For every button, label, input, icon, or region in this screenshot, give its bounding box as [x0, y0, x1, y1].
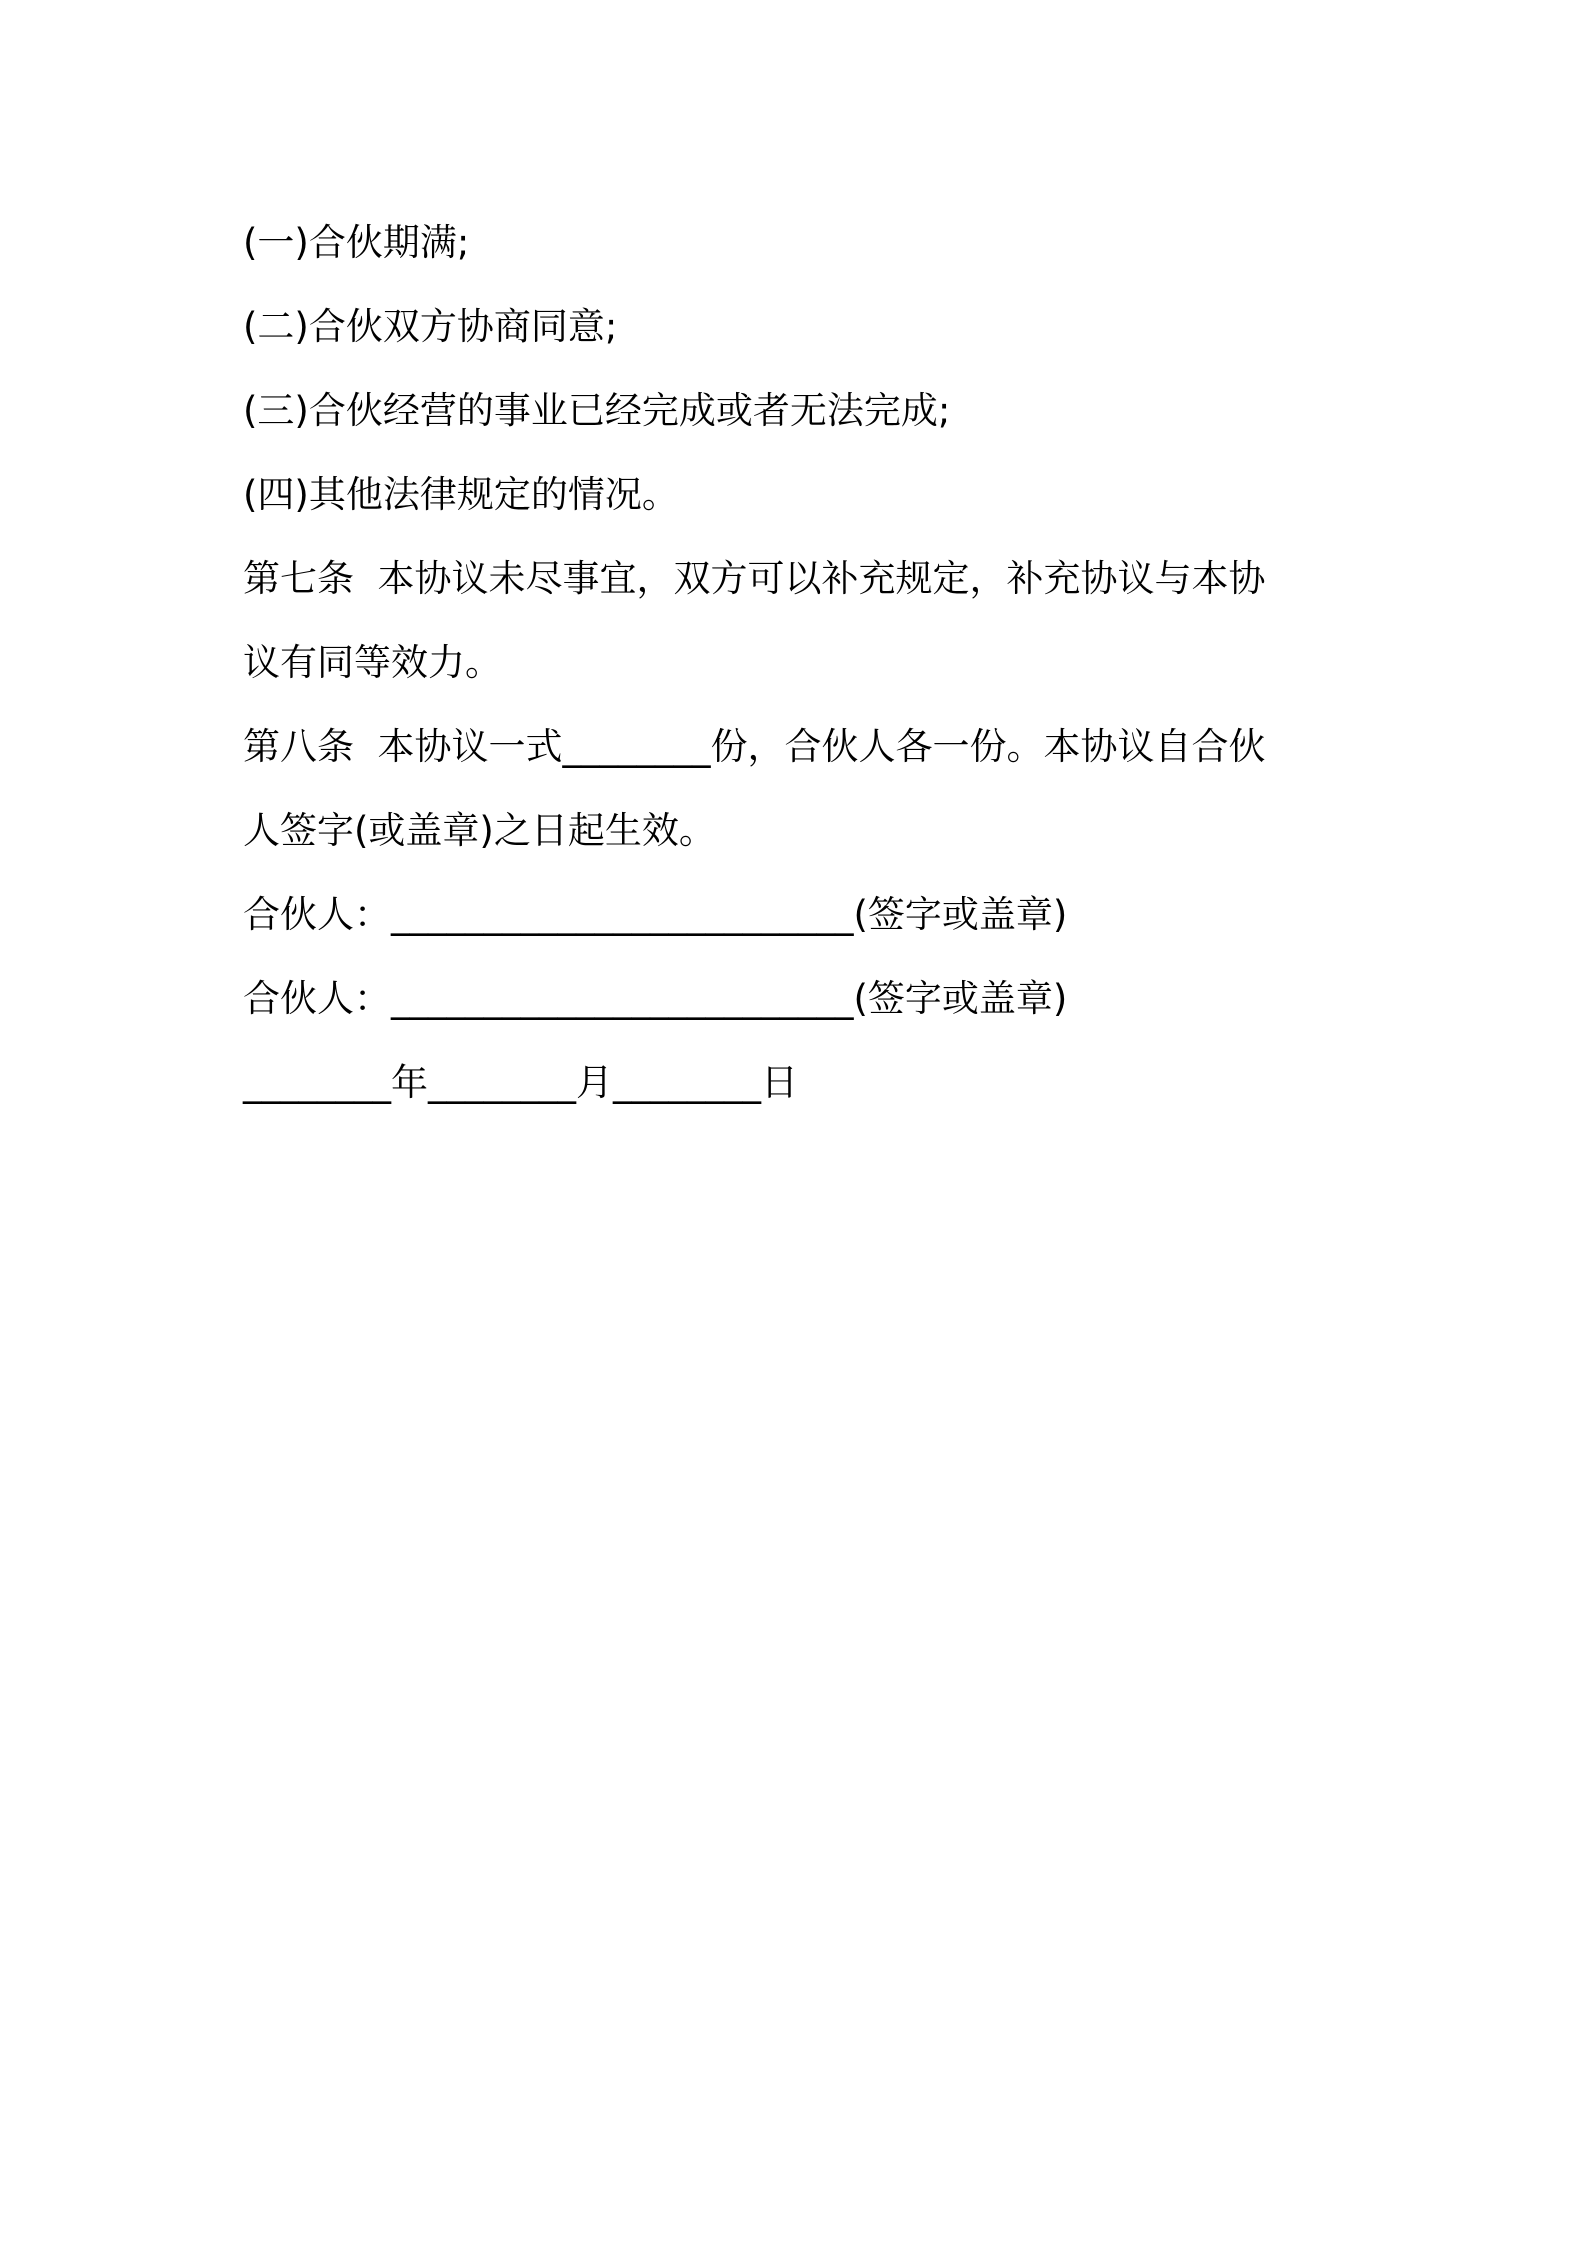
article-eight-line-1: 第八条 本协议一式________份，合伙人各一份。本协议自合伙 — [243, 725, 1266, 768]
partner-signature-line-2: 合伙人：_________________________(签字或盖章) — [243, 977, 1068, 1020]
article-eight-line-2: 人签字(或盖章)之日起生效。 — [243, 809, 716, 852]
clause-item-3: (三)合伙经营的事业已经完成或者无法完成; — [243, 389, 951, 432]
document-body — [243, 201, 1363, 1125]
article-seven-line-2: 议有同等效力。 — [243, 641, 502, 684]
clause-item-4: (四)其他法律规定的情况。 — [243, 473, 679, 516]
date-line: ________年________月________日 — [243, 1061, 798, 1104]
article-seven-line-1: 第七条 本协议未尽事宜，双方可以补充规定，补充协议与本协 — [243, 557, 1266, 600]
partner-signature-line-1: 合伙人：_________________________(签字或盖章) — [243, 893, 1068, 936]
clause-item-2: (二)合伙双方协商同意; — [243, 305, 618, 348]
clause-item-1: (一)合伙期满; — [243, 221, 470, 264]
